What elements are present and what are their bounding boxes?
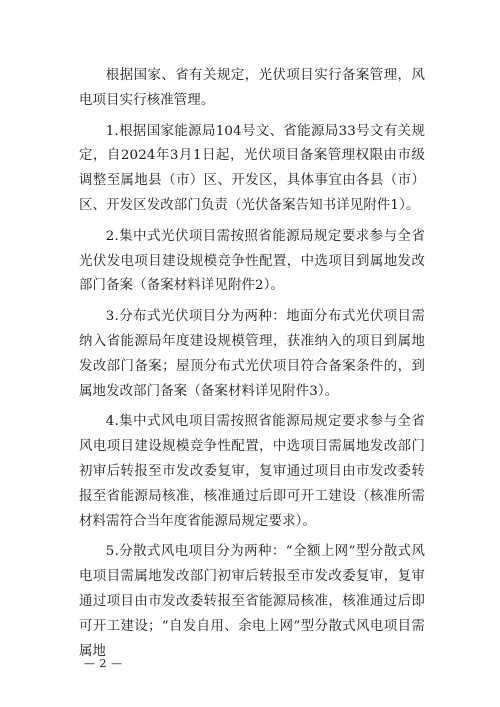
paragraph-item-4: 4.集中式风电项目需按照省能源局规定要求参与全省风电项目建设规模竞争性配置，中选项目需属地发改部门初审后转报至市发改委复审，复审通过项目由市发改委转报至省能源局核准，核准通过后即可开工建设（核准所需材料需符合当年度省能源局规定要求）。	[79, 414, 425, 529]
paragraph-item-1: 1.根据国家能源局104号文、省能源局33号文有关规定，自2024年3月1日起，光伏项目备案管理权限由市级调整至属地县（市）区、开发区，具体事宜由各县（市）区、开发区发改部门负责（光伏备案告知书详见附件1）。	[79, 123, 425, 213]
paragraph-item-2: 2.集中式光伏项目需按照省能源局规定要求参与全省光伏发电项目建设规模竞争性配置，中选项目到属地发改部门备案（备案材料详见附件2）。	[79, 228, 425, 294]
paragraph-intro: 根据国家、省有关规定，光伏项目实行备案管理，风电项目实行核准管理。	[79, 68, 425, 108]
document-body	[79, 64, 425, 670]
paragraph-item-3: 3.分布式光伏项目分为两种：地面分布式光伏项目需纳入省能源局年度建设规模管理，获准纳入的项目到属地发改部门备案；屋顶分布式光伏项目符合备案条件的，到属地发改部门备案（备案材料详见附件3）。	[79, 309, 425, 399]
page-number: — 2 —	[84, 657, 123, 670]
paragraph-item-5: 5.分散式风电项目分为两种：“全额上网”型分散式风电项目需属地发改部门初审后转报至市发改委复审，复审通过项目由市发改委转报至省能源局核准，核准通过后即可开工建设；“自发自用、余电上网”型分散式风电项目需属地	[79, 544, 425, 659]
